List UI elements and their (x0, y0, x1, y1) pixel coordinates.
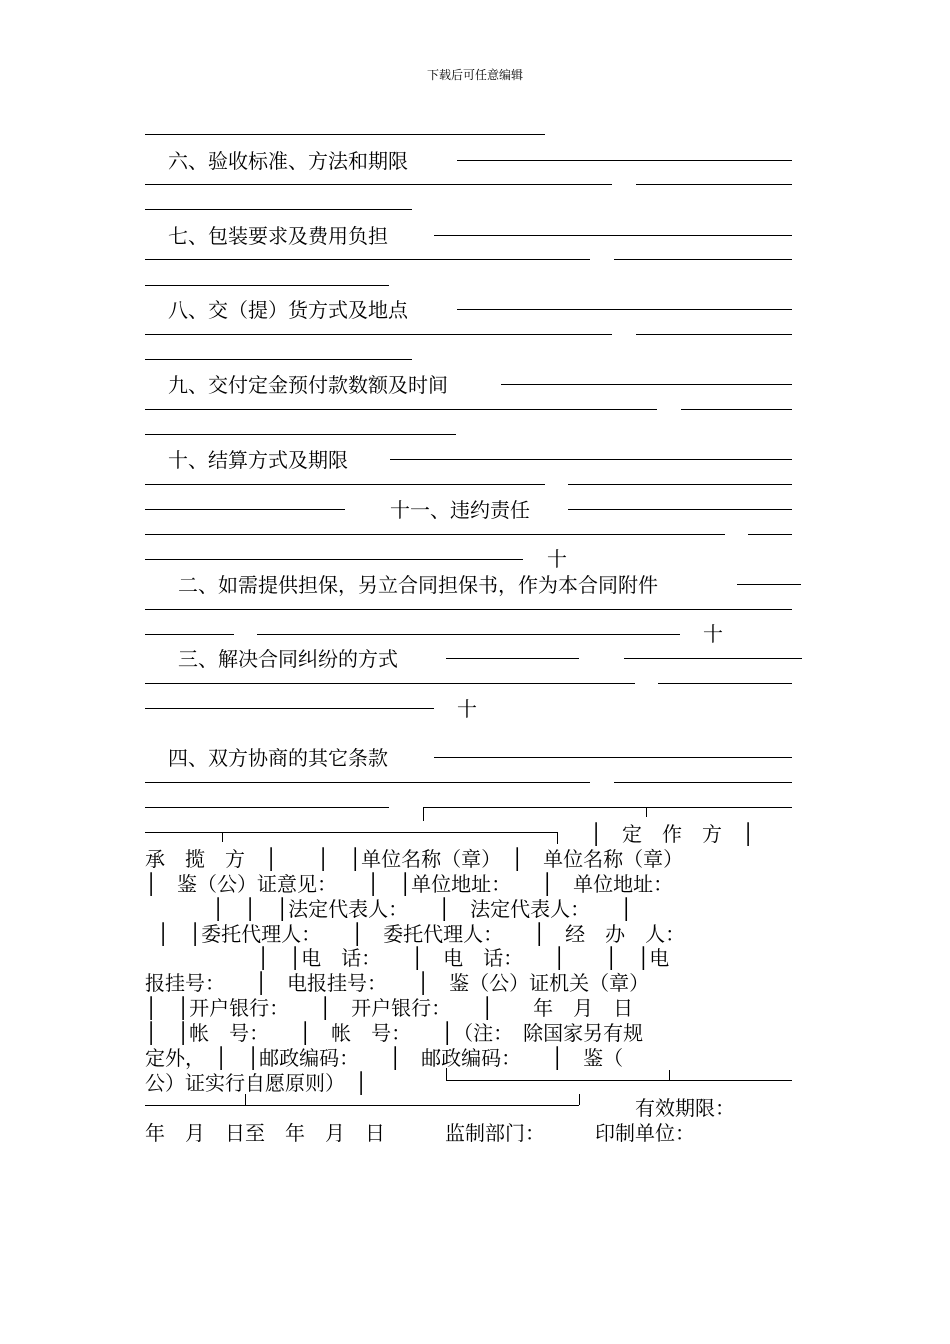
fill-line (658, 683, 792, 684)
table-border (222, 832, 223, 842)
fill-line (446, 658, 579, 659)
fill-line (145, 359, 412, 360)
fill-line (145, 634, 234, 635)
signature-line-8: │ │开户银行： │ 开户银行： │ 年 月 日 (145, 996, 634, 1020)
fill-line (434, 235, 792, 236)
fill-line (636, 184, 792, 185)
fill-line (145, 782, 590, 783)
fill-line (457, 160, 792, 161)
table-border (423, 807, 792, 808)
signature-line-5: │ │委托代理人： │ 委托代理人： │ 经 办 人： (157, 922, 686, 946)
validity-period-label: 有效期限： (635, 1096, 735, 1120)
fill-line (681, 409, 792, 410)
table-border (145, 1105, 579, 1106)
table-border (557, 832, 558, 844)
fill-line (748, 534, 792, 535)
fill-line (737, 584, 801, 585)
fill-line (568, 484, 792, 485)
fill-line (145, 334, 612, 335)
table-border (245, 1094, 246, 1105)
page-header: 下载后可任意编辑 (426, 68, 523, 82)
fill-line (145, 708, 434, 709)
fill-line (390, 459, 792, 460)
fill-line (145, 259, 590, 260)
fill-line (145, 609, 792, 610)
fill-line (145, 184, 612, 185)
table-border (669, 1070, 670, 1080)
section-heading-11: 十一、违约责任 (390, 498, 530, 522)
fill-line (145, 683, 635, 684)
fill-line (501, 384, 792, 385)
fill-line (636, 334, 792, 335)
signature-line-11: 公）证实行自愿原则） │ (145, 1071, 368, 1095)
signature-line-6: │ │电 话： │ 电 话： │ │ │电 (257, 946, 670, 970)
fill-line (145, 134, 545, 135)
fill-line (145, 409, 657, 410)
signature-line-2: 承 揽 方 │ │ │单位名称（章） │ 单位名称（章） (145, 847, 684, 871)
table-border (446, 1080, 792, 1081)
section-heading-12: 二、如需提供担保，另立合同担保书，作为本合同附件 (178, 573, 658, 597)
fill-line (145, 509, 345, 510)
fill-line (614, 259, 792, 260)
table-border (145, 832, 557, 833)
section-number-14-prefix: 十 (457, 697, 477, 721)
signature-line-9: │ │帐 号： │ 帐 号： │（注： 除国家另有规 (145, 1021, 644, 1045)
fill-line (145, 534, 725, 535)
fill-line (145, 209, 412, 210)
section-number-13-prefix: 十 (703, 622, 723, 646)
fill-line (145, 559, 523, 560)
signature-line-7: 报挂号： │ 电报挂号： │ 鉴（公）证机关（章） (145, 971, 650, 995)
signature-line-1: │ 定 作 方 │ (590, 822, 755, 846)
section-heading-10: 十、结算方式及期限 (168, 448, 348, 472)
fill-line (614, 782, 792, 783)
fill-line (257, 634, 680, 635)
fill-line (457, 309, 792, 310)
section-heading-9: 九、交付定金预付款数额及时间 (168, 373, 448, 397)
section-number-12-prefix: 十 (547, 547, 567, 571)
section-heading-6: 六、验收标准、方法和期限 (168, 149, 408, 173)
table-border (446, 1068, 447, 1080)
table-border (423, 807, 424, 821)
fill-line (568, 509, 792, 510)
table-border (646, 807, 647, 817)
footer-dates-line: 年 月 日至 年 月 日 监制部门： 印制单位： (145, 1121, 695, 1145)
fill-line (145, 285, 389, 286)
section-heading-8: 八、交（提）货方式及地点 (168, 298, 408, 322)
fill-line (145, 484, 545, 485)
signature-line-10: 定外， │ │邮政编码： │ 邮政编码： │ 鉴（ (145, 1046, 624, 1070)
table-border (579, 1094, 580, 1105)
fill-line (624, 658, 802, 659)
section-heading-14: 四、双方协商的其它条款 (168, 746, 388, 770)
signature-line-3: │ 鉴（公）证意见： │ │单位地址： │ 单位地址： (145, 872, 674, 896)
fill-line (145, 807, 389, 808)
section-heading-13: 三、解决合同纠纷的方式 (178, 647, 398, 671)
signature-line-4: │ │ │法定代表人： │ 法定代表人： │ (212, 897, 633, 921)
fill-line (145, 434, 456, 435)
section-heading-7: 七、包装要求及费用负担 (168, 224, 388, 248)
fill-line (434, 757, 792, 758)
